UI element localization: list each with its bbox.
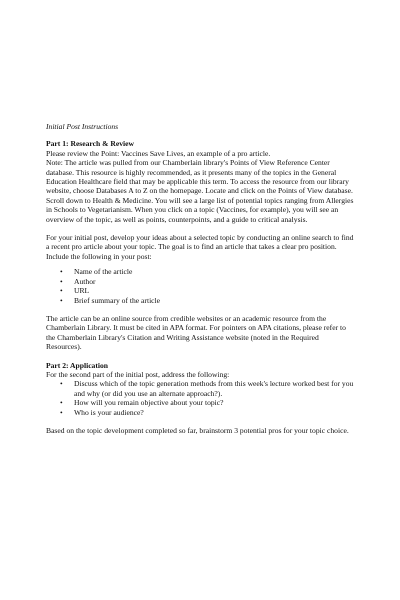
- bullet-icon: •: [60, 407, 63, 417]
- part1-apa-note: The article can be an online source from credible websites or an academic resource from the Chamberlain Library. It must be cited in APA format. For pointers on APA citations, please refer to the Chamberlain Library's Citation and Writing Assistance website (noted in the Required Resources).: [46, 313, 346, 352]
- part1-bullet-list: [46, 267, 355, 305]
- bullet-icon: •: [60, 379, 63, 389]
- part2-closing: Based on the topic development completed so far, brainstorm 3 potential pros for your topic choice.: [46, 425, 349, 435]
- bullet-icon: •: [60, 267, 63, 277]
- list-item: [60, 379, 355, 398]
- list-item-text: Discuss which of the topic generation methods from this week's lecture worked best for you and why (or did you use an alternate approach?).: [74, 379, 354, 398]
- list-item: [60, 407, 355, 417]
- bullet-icon: •: [60, 276, 63, 286]
- list-item-text: URL: [74, 286, 90, 296]
- document-title: Initial Post Instructions: [46, 122, 119, 131]
- part2-bullet-list: [46, 379, 355, 417]
- bullet-icon: •: [60, 398, 63, 408]
- list-item: [60, 295, 355, 305]
- list-item-text: Name of the article: [74, 267, 133, 277]
- part1-intro: Please review the Point: Vaccines Save Lives, an example of a pro article.: [46, 148, 271, 158]
- part2-heading: Part 2: Application: [46, 360, 109, 370]
- list-item: [60, 286, 355, 296]
- list-item-text: Who is your audience?: [74, 407, 144, 417]
- part1-heading: Part 1: Research & Review: [46, 139, 134, 149]
- part1-note: Note: The article was pulled from our Chamberlain library's Points of View Reference Center database. This resource is highly recommended, as it presents many of the topics in the General Education Healthcare field that may be applicable this term. To access the resource from our library website, choose Databases A to Z on the homepage. Locate and click on the Points of View database. Scroll down to Health & Medicine. You will see a large list of potential topics ranging from Allergies in Schools to Vegetarianism. When you click on a topic (Vaccines, for example), you will see an overview of the topic, as well as points, counterpoints, and a guide to critical analysis.: [46, 158, 354, 224]
- list-item: [60, 267, 355, 277]
- list-item-text: Author: [74, 276, 96, 286]
- list-item-text: Brief summary of the article: [74, 295, 161, 305]
- part1-instructions: For your initial post, develop your ideas about a selected topic by conducting an online search to find a recent pro article about your topic. The goal is to find an article that takes a clear pro position. Include the following in your post:: [46, 233, 354, 261]
- list-item: [60, 276, 355, 286]
- bullet-icon: •: [60, 286, 63, 296]
- bullet-icon: •: [60, 295, 63, 305]
- list-item-text: How will you remain objective about your topic?: [74, 398, 224, 408]
- part2-intro: For the second part of the initial post, address the following:: [46, 369, 230, 379]
- list-item: [60, 398, 355, 408]
